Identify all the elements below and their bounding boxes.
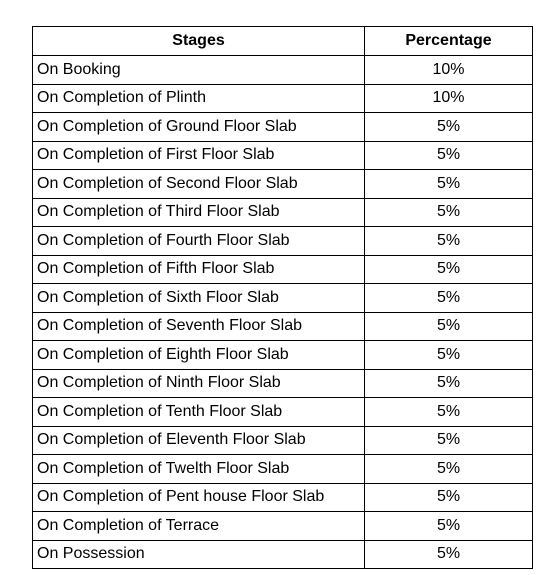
table-row [33,398,533,427]
stage-cell: On Completion of Fifth Floor Slab [33,255,365,284]
table-row [33,84,533,113]
table-row [33,540,533,569]
percentage-cell: 5% [365,398,533,427]
header-percentage: Percentage [365,27,533,56]
percentage-cell: 5% [365,113,533,142]
percentage-cell: 5% [365,540,533,569]
table-header-row [33,27,533,56]
payment-schedule-table [32,26,533,569]
table-row [33,227,533,256]
stage-cell: On Completion of Eleventh Floor Slab [33,426,365,455]
table-row [33,426,533,455]
percentage-cell: 5% [365,227,533,256]
table-row [33,455,533,484]
percentage-cell: 5% [365,369,533,398]
percentage-cell: 5% [365,255,533,284]
table-row [33,341,533,370]
percentage-cell: 10% [365,84,533,113]
percentage-cell: 5% [365,426,533,455]
stage-cell: On Completion of Twelth Floor Slab [33,455,365,484]
stage-cell: On Completion of Ground Floor Slab [33,113,365,142]
percentage-cell: 5% [365,284,533,313]
table-row [33,170,533,199]
stage-cell: On Possession [33,540,365,569]
table-row [33,369,533,398]
percentage-cell: 5% [365,483,533,512]
stage-cell: On Completion of Tenth Floor Slab [33,398,365,427]
table-row [33,198,533,227]
percentage-cell: 5% [365,170,533,199]
table-row [33,255,533,284]
percentage-cell: 5% [365,455,533,484]
percentage-cell: 5% [365,198,533,227]
table-row [33,512,533,541]
table-row [33,284,533,313]
stage-cell: On Completion of Sixth Floor Slab [33,284,365,313]
stage-cell: On Completion of Second Floor Slab [33,170,365,199]
stage-cell: On Completion of Third Floor Slab [33,198,365,227]
stage-cell: On Completion of Terrace [33,512,365,541]
table-row [33,483,533,512]
table-row [33,141,533,170]
percentage-cell: 5% [365,312,533,341]
stage-cell: On Completion of Seventh Floor Slab [33,312,365,341]
percentage-cell: 5% [365,141,533,170]
percentage-cell: 10% [365,56,533,85]
stage-cell: On Completion of Eighth Floor Slab [33,341,365,370]
percentage-cell: 5% [365,512,533,541]
stage-cell: On Completion of First Floor Slab [33,141,365,170]
stage-cell: On Completion of Plinth [33,84,365,113]
table-row [33,56,533,85]
stage-cell: On Completion of Ninth Floor Slab [33,369,365,398]
stage-cell: On Completion of Pent house Floor Slab [33,483,365,512]
table-body [33,56,533,569]
table-row [33,312,533,341]
percentage-cell: 5% [365,341,533,370]
table-row [33,113,533,142]
stage-cell: On Completion of Fourth Floor Slab [33,227,365,256]
header-stages: Stages [33,27,365,56]
stage-cell: On Booking [33,56,365,85]
